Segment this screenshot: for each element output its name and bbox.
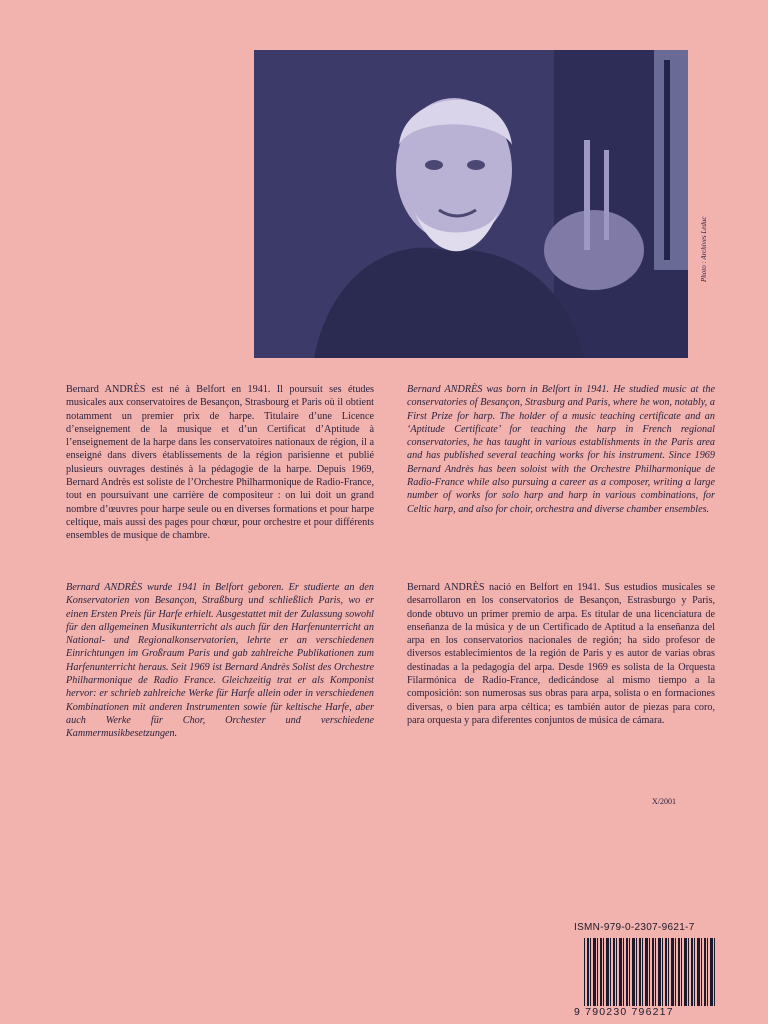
bio-english: Bernard ANDRÈS was born in Belfort in 1941. He studied music at the conservatories of Besançon, Strasburg and Paris, where he won, notably, a First Prize for harp. The holder of a music teaching certificate and an ‘Aptitude Certificate’ for teaching the harp in French regional conservatories, he has taught in various establishments in the Paris area and has published several teaching works for his instrument. Since 1969 Bernard Andrès has been soloist with the Orchestre Philharmonique de Radio-France while also pursuing a career as a composer, writing a large number of works for solo harp and harp in various combinations, for Celtic harp, and also for choir, orchestra and diverse chamber ensembles. bbox=[407, 384, 715, 515]
barcode-digits: 9 790230 796217 bbox=[574, 1006, 674, 1018]
portrait-photo bbox=[254, 50, 688, 358]
photo-credit: Photo : Archives Leduc bbox=[700, 216, 708, 282]
bio-german: Bernard ANDRÈS wurde 1941 in Belfort geboren. Er studierte an den Konservatorien von Besançon, Straßburg und schließlich Paris, wo er einen Ersten Preis für Harfe erhielt. Ausgestattet mit der Zulassung sowohl für den allgemeinen Musikunterricht als auch für den Harfenunterricht an National- und Regionalkonservatorien, lehrte er an verschiedenen Einrichtungen im Großraum Paris und gab zahlreiche Publikationen zum Harfenunterricht heraus. Seit 1969 ist Bernard Andrès Solist des Orchestre Philharmonique de Radio France. Gleichzeitig trat er als Komponist hervor: er schrieb zahlreiche Werke für Harfe allein oder in verschiedenen Kombinationen mit anderen Instrumenten sowie für keltische Harfe, aber auch Werke für Chor, Orchester und verschiedene Kammermusikbesetzungen. bbox=[66, 582, 374, 740]
barcode-block bbox=[574, 922, 720, 1020]
bio-spanish: Bernard ANDRÈS nació en Belfort en 1941. Sus estudios musicales se desarrollaron en los conservatorios de Besançon, Estrasburgo y Paris, donde obtuvo un primer premio de arpa. Es titular de una licenciatura de enseñanza de la música y de un Certificado de Aptitud a la enseñanza del arpa en los conservatorios nacionales de región; ha sido profesor de diversos establecimientos de la región de Paris y es autor de varias obras destinadas a la pedagogía del arpa. Desde 1969 es solista de la Orquesta Filarmónica de Radio-France, dedicándose al mismo tiempo a la composición: son numerosas sus obras para arpa, solista o en formaciones diversas, o bien para arpa céltica; es también autor de piezas para coro, para orquesta y para diferentes conjuntos de música de cámara. bbox=[407, 582, 715, 726]
edition-code: X/2001 bbox=[652, 797, 676, 806]
barcode-bars bbox=[584, 938, 716, 1006]
portrait-illustration bbox=[254, 50, 688, 358]
ismn-number: ISMN-979-0-2307-9621-7 bbox=[574, 922, 695, 933]
bio-french: Bernard ANDRÈS est né à Belfort en 1941. Il poursuit ses études musicales aux conservatoires de Besançon, Strasbourg et Paris où il obtient notamment un premier prix de harpe. Titulaire d’une Licence d’enseignement de la musique et d’un Certificat d’Aptitude à l’enseignement de la harpe dans les conservatoires nationaux de région, il a enseigné dans divers établissements de la région parisienne et publié plusieurs ouvrages destinés à la pédagogie de la harpe. Depuis 1969, Bernard Andrès est soliste de l’Orchestre Philharmonique de Radio-France, tout en poursuivant une carrière de compositeur : on lui doit un grand nombre d’œuvres pour harpe seule ou en diverses formations et pour harpe celtique, mais aussi des pages pour chœur, pour orchestre et pour différents ensembles de musique de chambre. bbox=[66, 384, 374, 542]
